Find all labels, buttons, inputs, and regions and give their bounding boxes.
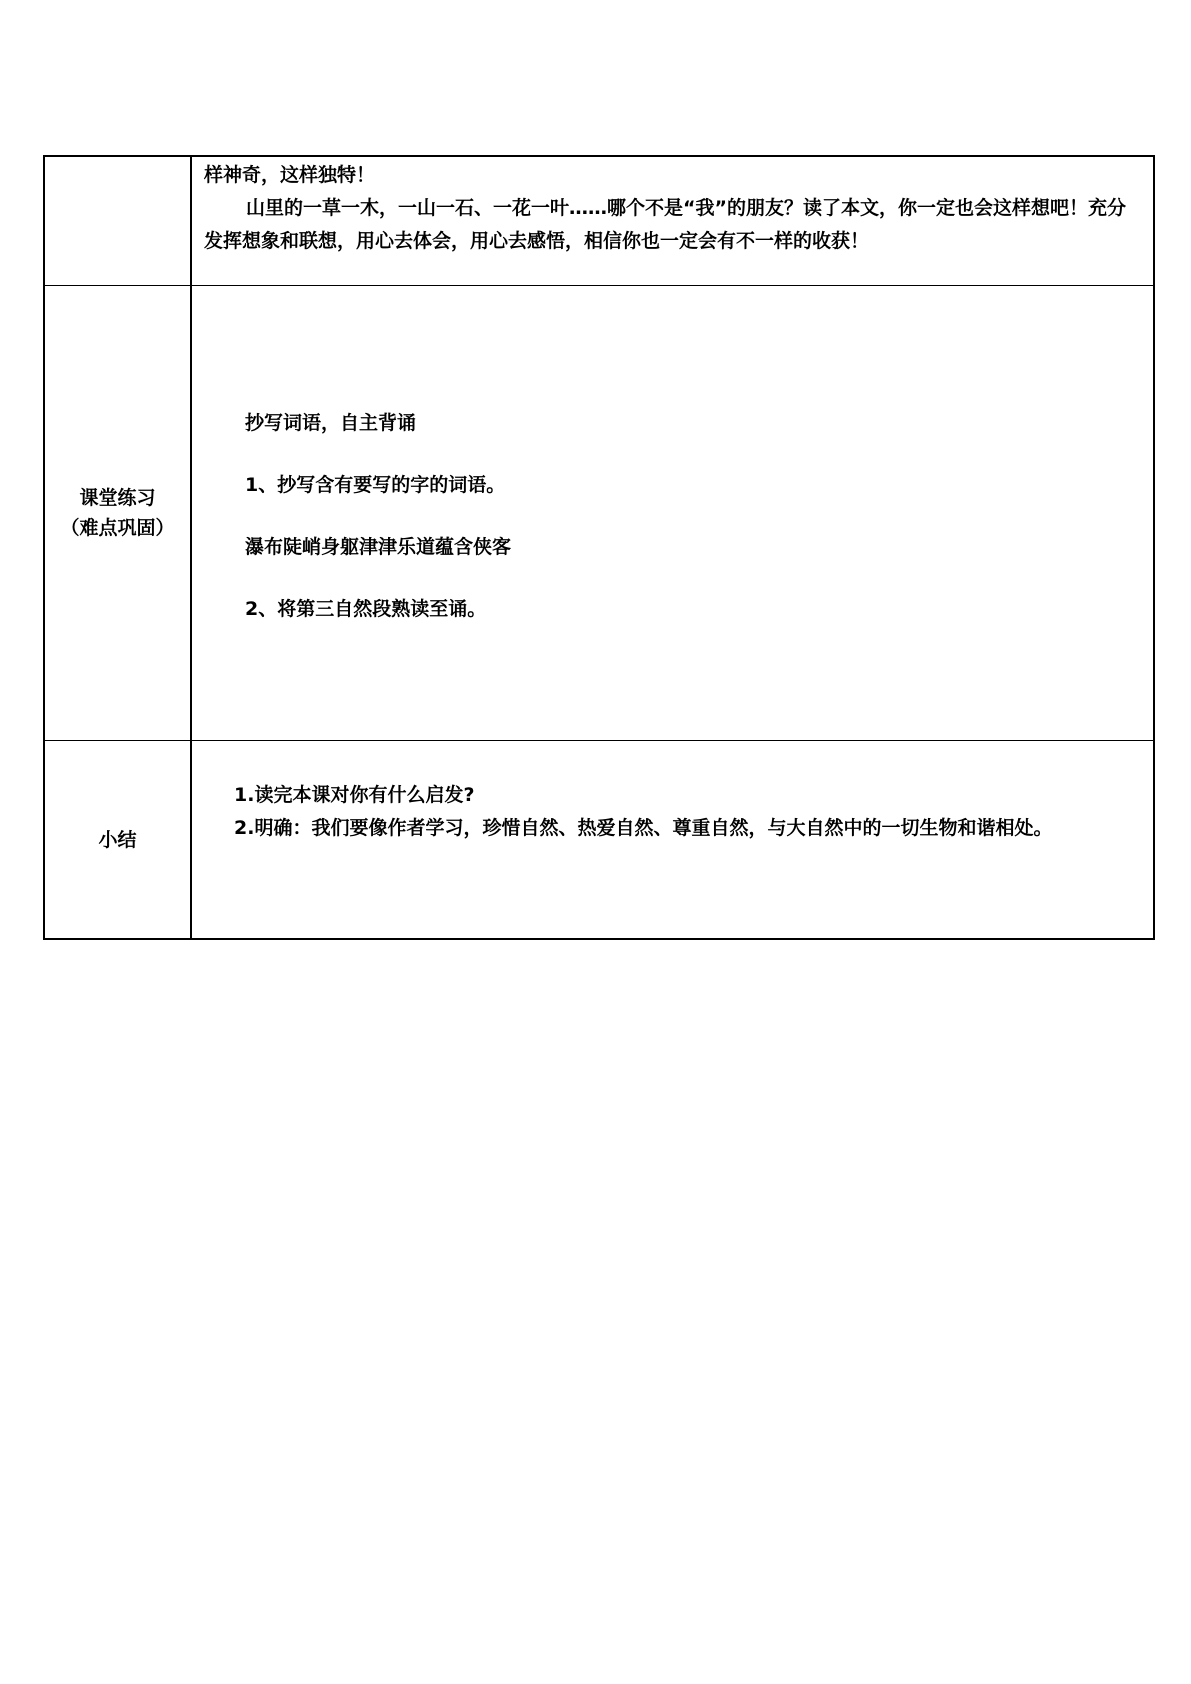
practice-heading: 抄写词语，自主背诵	[245, 412, 417, 434]
lesson-plan-table	[43, 155, 1155, 940]
row-label-summary: 小结	[98, 828, 137, 851]
row-content-cell	[192, 157, 1155, 285]
content-line: 样神奇，这样独特！	[204, 164, 376, 186]
row-label-cell	[43, 286, 192, 740]
table-row	[43, 157, 1155, 285]
row-content-cell	[192, 741, 1155, 938]
table-row	[43, 285, 1155, 740]
content-paragraph: 山里的一草一木，一山一石、一花一叶……哪个不是“我”的朋友？读了本文，你一定也会这样想吧！充分发挥想象和联想，用心去体会，用心去感悟，相信你也一定会有不一样的收获！	[204, 197, 1126, 252]
table-row	[43, 740, 1155, 938]
row-label-cell	[43, 741, 192, 938]
practice-item-1: 1、抄写含有要写的字的词语。	[245, 474, 506, 496]
row-sublabel-practice: （难点巩固）	[60, 517, 175, 539]
row-label-cell	[43, 157, 192, 285]
summary-item-1: 1.读完本课对你有什么启发?	[234, 784, 475, 806]
practice-item-2: 2、将第三自然段熟读至诵。	[245, 598, 487, 620]
practice-words: 瀑布陡峭身躯津津乐道蕴含侠客	[245, 536, 512, 558]
summary-item-2: 2.明确：我们要像作者学习，珍惜自然、热爱自然、尊重自然，与大自然中的一切生物和谐相处。	[234, 817, 1053, 839]
row-content-cell	[192, 286, 1155, 740]
row-label-practice: 课堂练习	[79, 487, 156, 509]
